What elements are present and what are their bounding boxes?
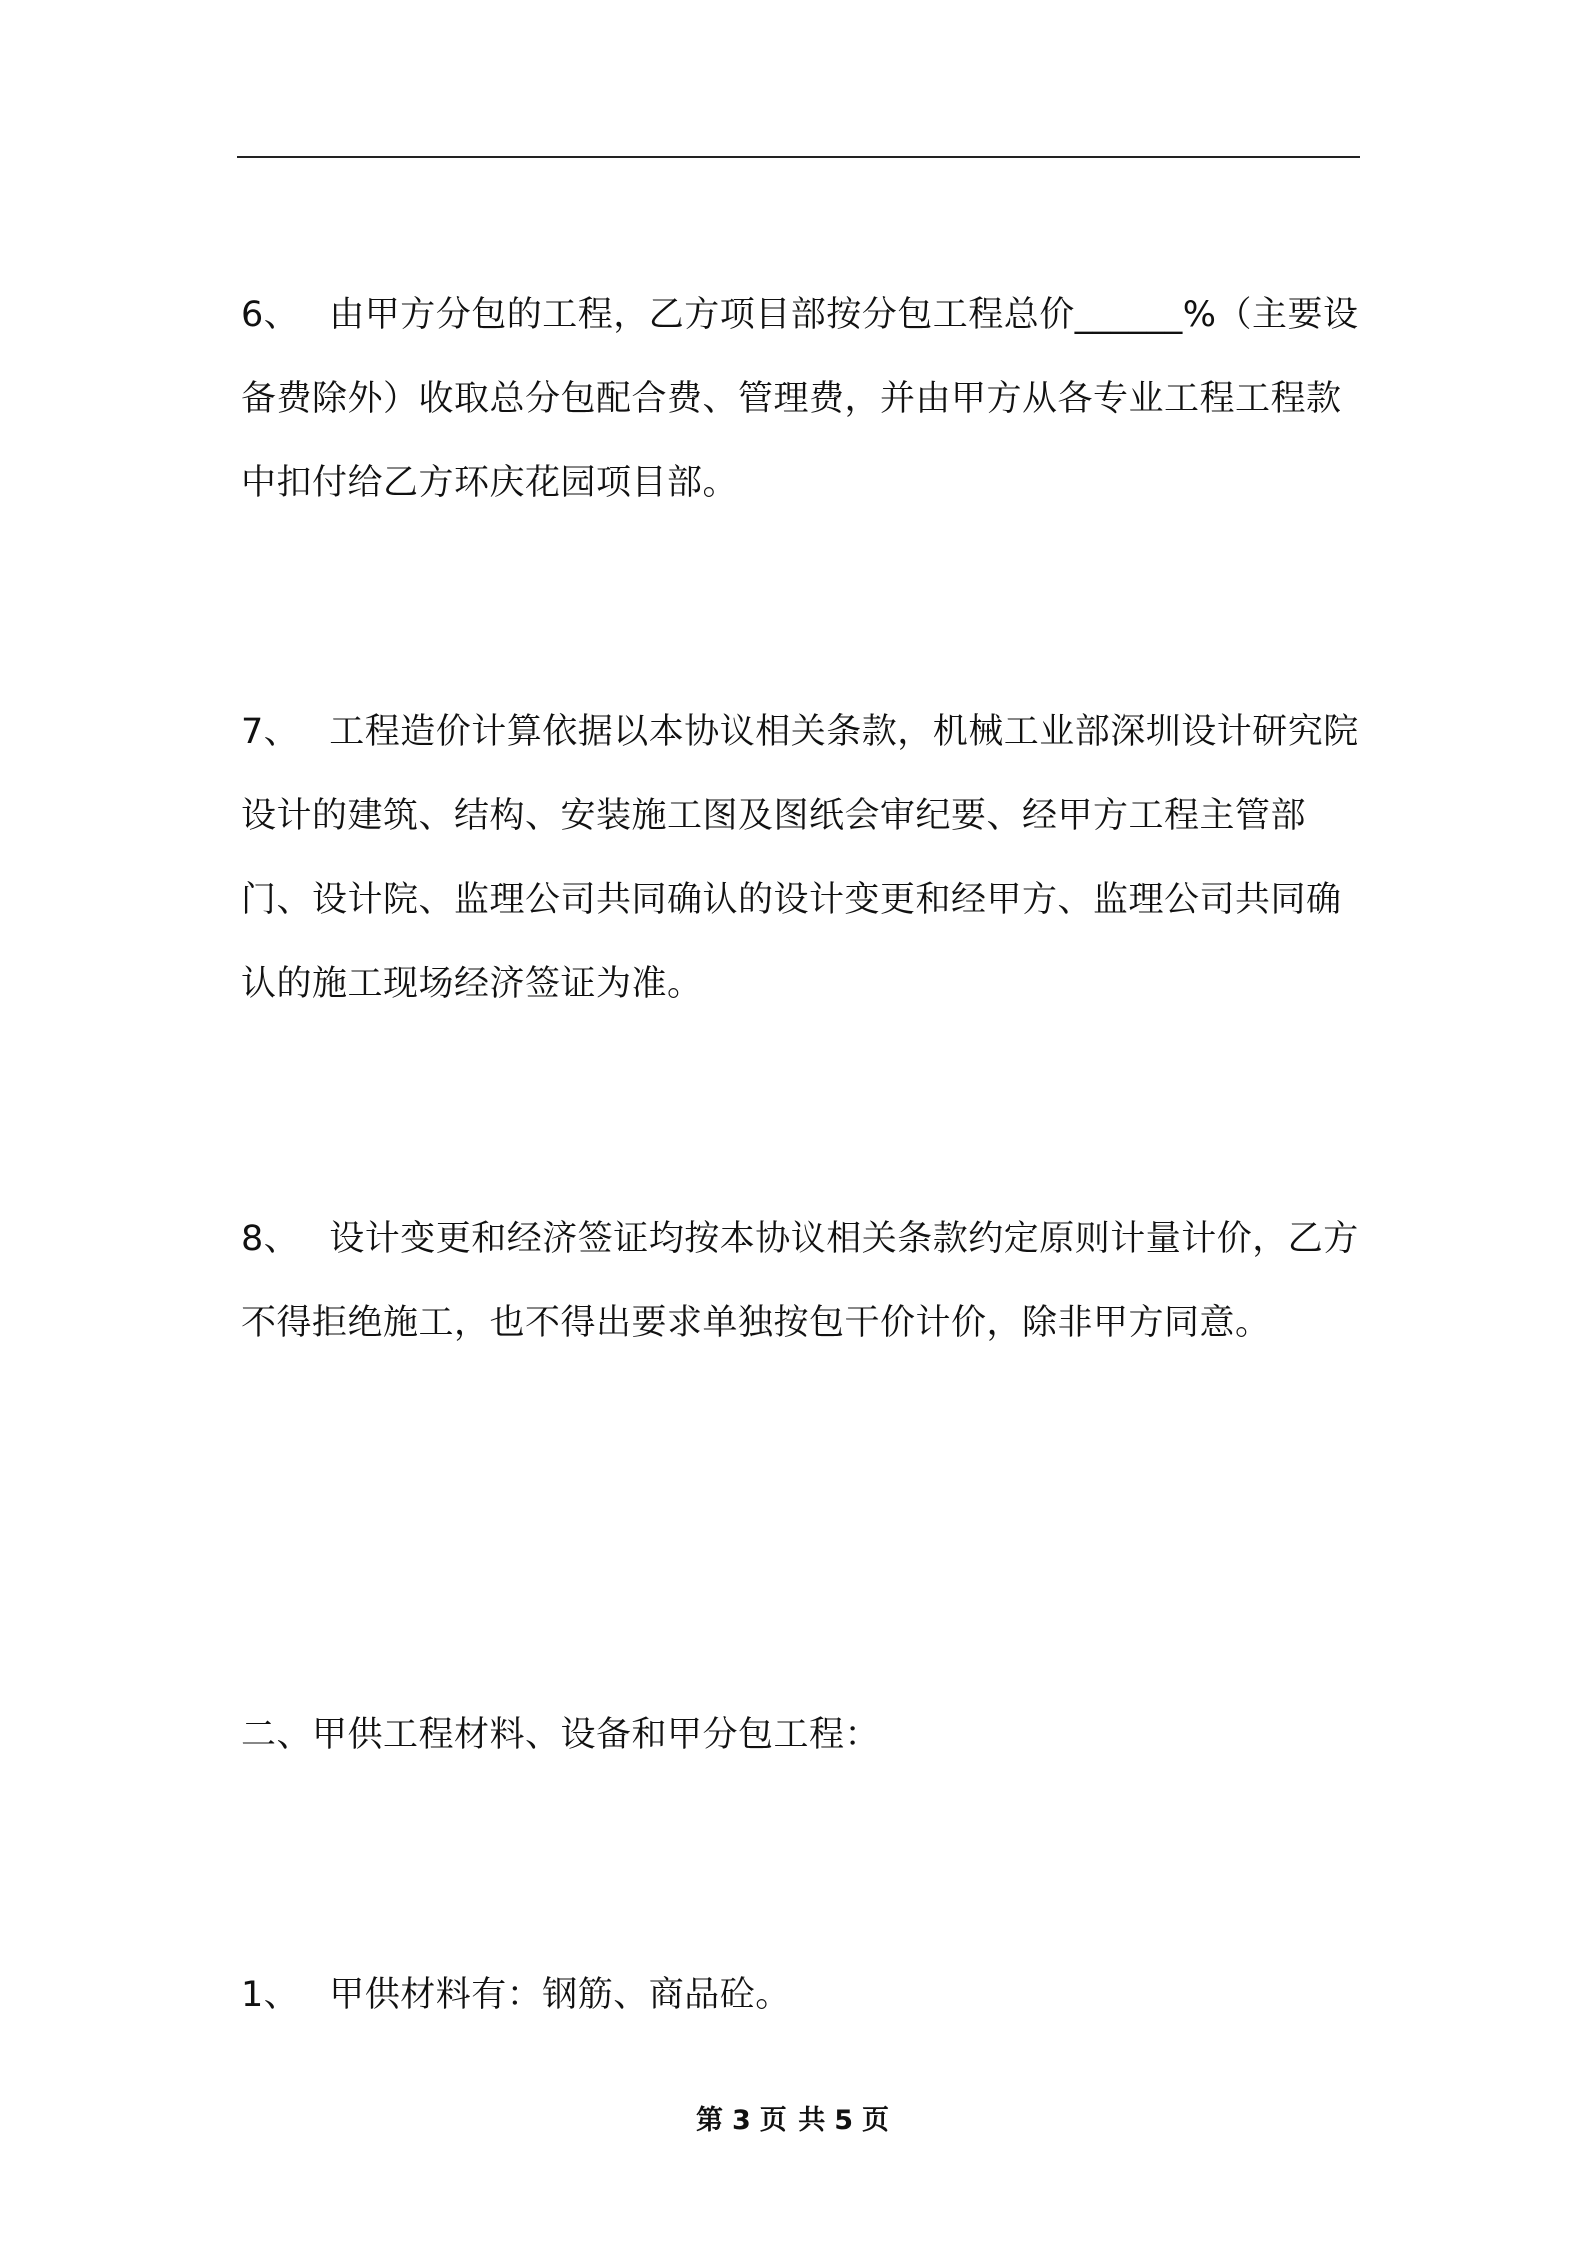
paragraph-text: 工程造价计算依据以本协议相关条款，机械工业部深圳设计研究院设计的建筑、结构、安装施工图及图纸会审纪要、经甲方工程主管部门、设计院、监理公司共同确认的设计变更和经甲方、监理公司共同确认的施工现场经济签证为准。 (241, 712, 1359, 1004)
footer-total-pages: 5 (834, 2105, 854, 2136)
paragraph-number: 8、 (241, 1219, 300, 1259)
paragraph-number: 6、 (241, 295, 300, 335)
item-text: 甲供材料有：钢筋、商品砼。 (329, 1975, 791, 2015)
paragraph-text: 由甲方分包的工程，乙方项目部按分包工程总价______%（主要设备费除外）收取总分包配合费、管理费，并由甲方从各专业工程工程款中扣付给乙方环庆花园项目部。 (241, 295, 1359, 503)
item-1 (241, 1953, 1363, 2037)
footer-middle: 页 共 (759, 2105, 827, 2136)
footer-prefix: 第 (696, 2105, 724, 2136)
paragraph-text: 设计变更和经济签证均按本协议相关条款约定原则计量计价，乙方不得拒绝施工，也不得出要求单独按包干价计价，除非甲方同意。 (241, 1219, 1359, 1343)
paragraph-8 (241, 1197, 1363, 1365)
paragraph-6 (241, 273, 1363, 525)
footer-current-page: 3 (732, 2105, 752, 2136)
footer-suffix: 页 (862, 2105, 890, 2136)
item-number: 1、 (241, 1975, 300, 2015)
paragraph-number: 7、 (241, 712, 300, 752)
section-heading: 二、甲供工程材料、设备和甲分包工程： (241, 1715, 881, 1755)
header-rule (237, 156, 1360, 158)
paragraph-7 (241, 690, 1363, 1026)
page-footer (0, 2098, 1586, 2137)
